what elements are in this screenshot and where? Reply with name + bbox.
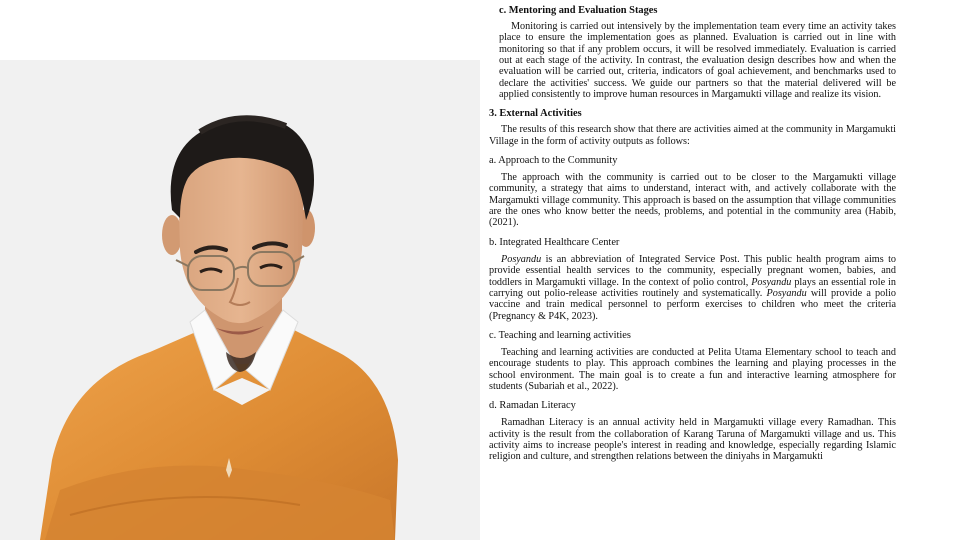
- posyandu-term: Posyandu: [766, 287, 807, 299]
- section-c-heading: c. Mentoring and Evaluation Stages: [499, 5, 658, 16]
- sub-a-heading: a. Approach to the Community: [489, 155, 618, 167]
- sub-b-paragraph: [489, 254, 896, 322]
- document-page: [489, 4, 896, 540]
- sub-a-paragraph: The approach with the community is carried out to be closer to the Margamukti village community, a strategy that aims to understand, interact with, and actively collaborate with the Margamukti village community. This approach is based on the assumption that village communities are the ones who know better the needs, problems, and potential in the community area (Habib, (2021).: [489, 172, 896, 229]
- section-3-heading: 3. External Activities: [489, 108, 582, 120]
- sub-d-paragraph: Ramadhan Literacy is an annual activity held in Margamukti village every Ramadhan. This activity is the result from the collaboration of Karang Taruna of Margamukti village and us. This activity aims to increase people's interest in reading and knowledge, especially regarding Islamic religion and culture, and strengthen relations between the diniyahs in Margamukti: [489, 417, 896, 463]
- sub-b-text-2: plays an essential role in carrying out polio-release activities routinely and systematically.: [489, 276, 896, 299]
- sub-c-paragraph: Teaching and learning activities are conducted at Pelita Utama Elementary school to teach and encourage students to play. This approach combines the learning and playing processes in the school environment. The main goal is to create a fun and interactive learning atmosphere for students (Subariah et al., 2022).: [489, 346, 896, 392]
- presenter-photo: [0, 60, 480, 540]
- posyandu-term: Posyandu: [501, 253, 542, 265]
- sub-c-heading: c. Teaching and learning activities: [489, 329, 631, 341]
- section-3-paragraph: The results of this research show that there are activities aimed at the community in Margamukti Village in the form of activity outputs as follows:: [489, 124, 896, 147]
- sub-b-text-3: will provide a polio vaccine and train medical personnel to perform exercises to children who meet the criteria (Pregnancy & P4K, 2023).: [489, 287, 896, 322]
- presenter-illustration: [0, 60, 480, 540]
- posyandu-term: Posyandu: [751, 276, 792, 288]
- sub-d-heading: d. Ramadan Literacy: [489, 400, 576, 412]
- section-c-paragraph: Monitoring is carried out intensively by the implementation team every time an activity takes place to ensure the implementation goes as planned. Evaluation is carried out in line with monitoring so that if any problem occurs, it will be resolved immediately. Evaluation is carried out at each stage of the activity. In contrast, the evaluation design describes how and when the evaluation will be carried out, criteria, indicators of goal achievement, and benchmarks used to declare the activities' success. We guide our partners so that the material delivered will be applied consistently to improve human resources in Margamukti village and realize its vision.: [499, 21, 896, 101]
- sub-b-text-1: is an abbreviation of Integrated Service Post. This public health program aims to provide essential health services to the community, especially pregnant women, babies, and toddlers in Margamukti village. In the context of polio control,: [489, 253, 896, 288]
- sub-b-heading: b. Integrated Healthcare Center: [489, 236, 620, 248]
